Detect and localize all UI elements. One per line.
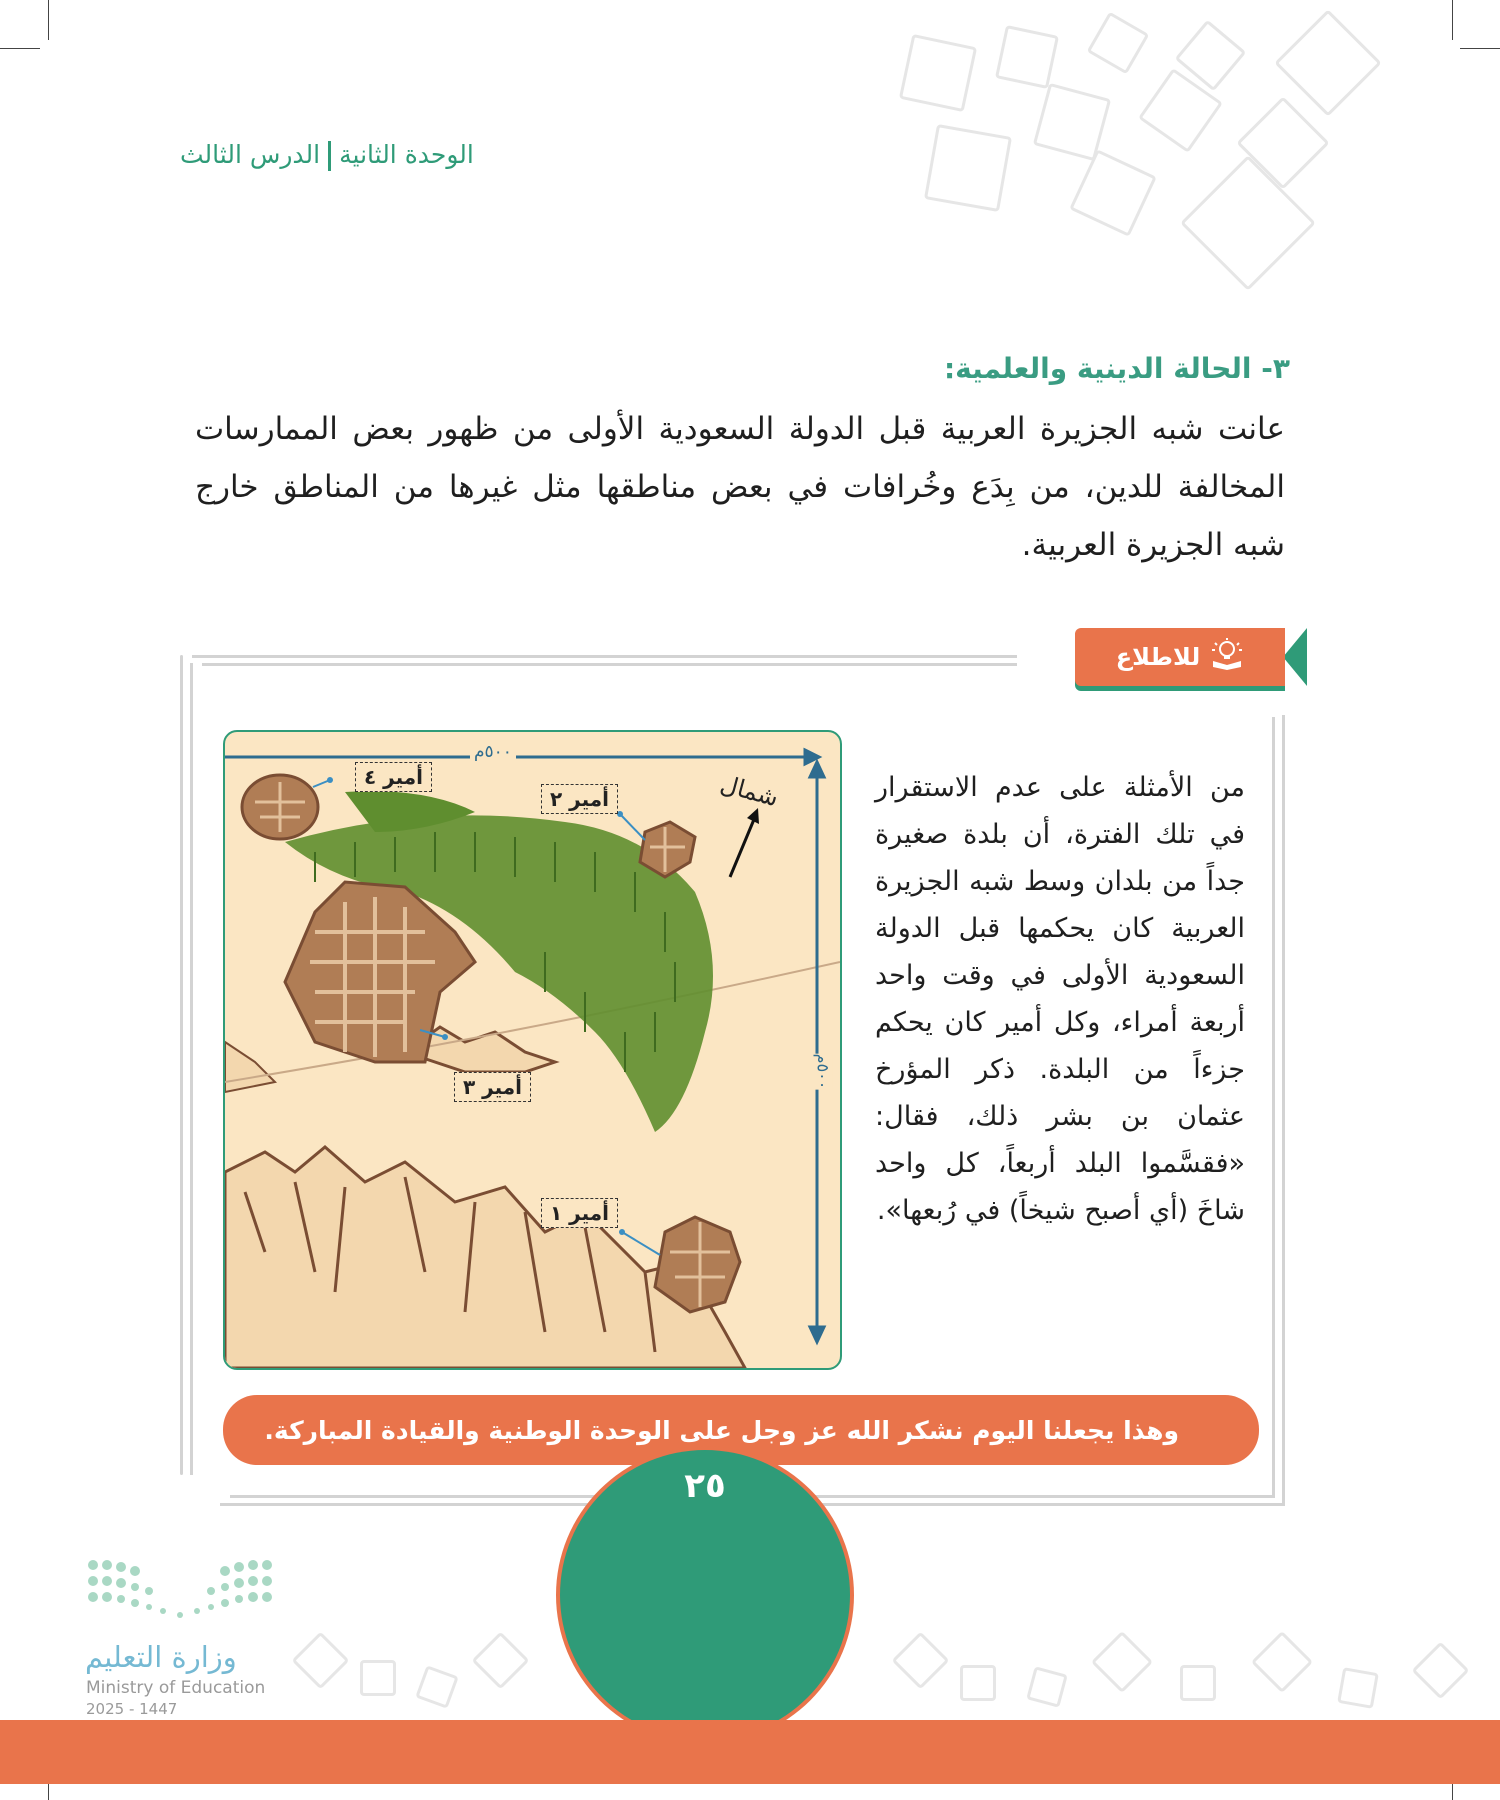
town-map <box>223 730 842 1370</box>
ministry-name-arabic: وزارة التعليم <box>85 1640 237 1674</box>
ministry-logo <box>85 1555 275 1629</box>
ministry-name-english: Ministry of Education <box>86 1678 266 1698</box>
amir-2-label: أمير ٢ <box>541 784 618 814</box>
map-illustration <box>225 732 840 1368</box>
amir-1-label: أمير ١ <box>541 1198 618 1228</box>
amir-4-label: أمير ٤ <box>355 762 432 792</box>
footer-band <box>0 1720 1500 1784</box>
lightbulb-book-icon <box>1210 637 1244 677</box>
page-number: ٢٥ <box>684 1466 726 1506</box>
badge-arrow <box>1283 628 1307 686</box>
unit-lesson-header <box>180 140 474 171</box>
ministry-year: 2025 - 1447 <box>86 1700 178 1718</box>
north-arrow-icon <box>730 808 759 877</box>
amir-3-label: أمير ٣ <box>454 1072 531 1102</box>
town-amir-4 <box>242 775 318 839</box>
town-amir-1 <box>655 1217 740 1312</box>
scale-side-label: ٥٠٠م <box>813 1053 833 1090</box>
scale-top-label: ٥٠٠م <box>470 742 516 762</box>
north-label: شمال <box>717 769 782 813</box>
info-badge <box>1075 628 1285 686</box>
badge-label: للاطلاع <box>1115 643 1201 671</box>
section-heading: ٣- الحالة الدينية والعلمية: <box>943 352 1290 385</box>
section-body: عانت شبه الجزيرة العربية قبل الدولة السعودية الأولى من ظهور بعض الممارسات المخالفة للدين، من بِدَع وخُرافات في بعض مناطقها مثل غيرها من المناطق خارج شبه الجزيرة العربية. <box>195 411 1285 563</box>
info-text: من الأمثلة على عدم الاستقرار في تلك الفترة، أن بلدة صغيرة جداً من بلدان وسط شبه الجزيرة العربية كان يحكمها قبل الدولة السعودية الأولى في وقت واحد أربعة أمراء، وكل أمير كان يحكم جزءاً من البلدة. ذكر المؤرخ عثمان بن بشر ذلك، فقال: «فقسَّموا البلد أربعاً، كل واحد شاخَ (أي أصبح شيخاً) في رُبعها». <box>875 772 1245 1226</box>
lesson-label: الدرس الثالث <box>180 140 321 169</box>
unit-label: الوحدة الثانية <box>339 140 474 169</box>
summary-bar: وهذا يجعلنا اليوم نشكر الله عز وجل على الوحدة الوطنية والقيادة المباركة. <box>223 1395 1259 1465</box>
